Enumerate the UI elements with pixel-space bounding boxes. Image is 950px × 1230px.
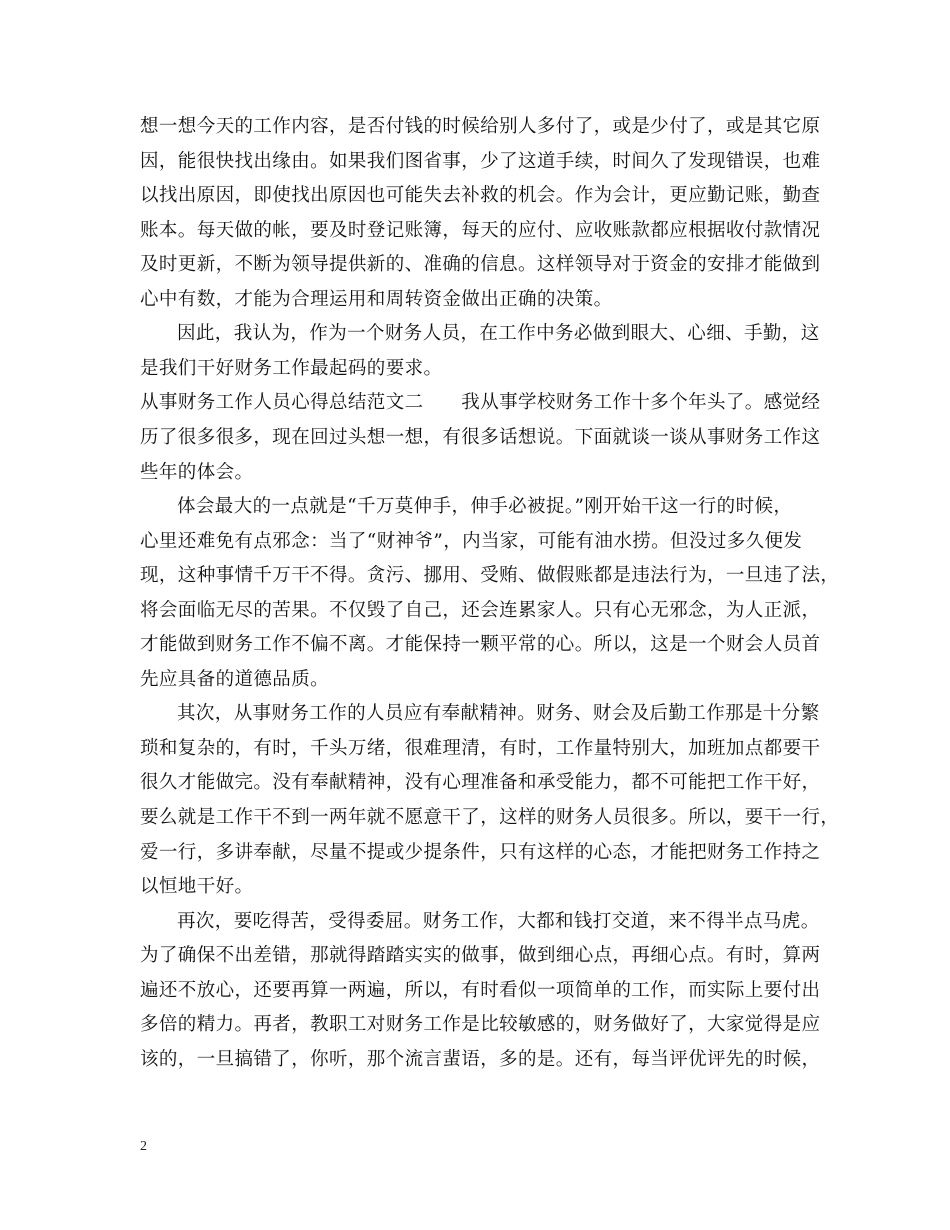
text-line: 心里还难免有点邪念：当了“财神爷”，内当家，可能有油水捞。但没过多久便发 — [140, 530, 803, 552]
text-line: 再次，要吃得苦，受得委屈。财务工作，大都和钱打交道，来不得半点马虎。 — [177, 910, 820, 932]
text-line: 历了很多很多，现在回过头想一想，有很多话想说。下面就谈一谈从事财务工作这 — [140, 426, 821, 448]
text-line: 爱一行，多讲奉献，尽量不提或少提条件，只有这样的心态，才能把财务工作持之 — [140, 841, 821, 863]
text-line: 及时更新，不断为领导提供新的、准确的信息。这样领导对于资金的安排才能做到 — [140, 254, 821, 276]
text-line: 以恒地干好。 — [140, 876, 254, 898]
text-line: 因此，我认为，作为一个财务人员，在工作中务必做到眼大、心细、手勤，这 — [177, 323, 820, 345]
text-line: 很久才能做完。没有奉献精神，没有心理准备和承受能力，都不可能把工作干好， — [140, 772, 821, 794]
text-line: 账本。每天做的帐，要及时登记账簿，每天的应付、应收账款都应根据收付款情况 — [140, 219, 821, 241]
text-line: 其次，从事财务工作的人员应有奉献精神。财务、财会及后勤工作那是十分繁 — [177, 703, 820, 725]
text-line: 琐和复杂的，有时，千头万绪，很难理清，有时，工作量特别大，加班加点都要干 — [140, 737, 821, 759]
text-line: 多倍的精力。再者，教职工对财务工作是比较敏感的，财务做好了，大家觉得是应 — [140, 1014, 821, 1036]
text-line: 将会面临无尽的苦果。不仅毁了自己，还会连累家人。只有心无邪念，为人正派， — [140, 599, 821, 621]
text-line: 以找出原因，即使找出原因也可能失去补救的机会。作为会计，更应勤记账，勤查 — [140, 185, 821, 207]
text-line: 从事财务工作人员心得总结范文二 我从事学校财务工作十多个年头了。感觉经 — [140, 392, 821, 414]
text-line: 该的，一旦搞错了，你听，那个流言蜚语，多的是。还有，每当评优评先的时候， — [140, 1048, 821, 1070]
text-line: 体会最大的一点就是“千万莫伸手，伸手必被捉。”刚开始干这一行的时候， — [177, 496, 793, 518]
text-line: 要么就是工作干不到一两年就不愿意干了，这样的财务人员很多。所以，要干一行， — [140, 807, 840, 828]
text-line: 想一想今天的工作内容，是否付钱的时候给别人多付了，或是少付了，或是其它原 — [140, 116, 821, 137]
text-line: 遍还不放心，还要再算一两遍，所以，有时看似一项简单的工作，而实际上要付出 — [140, 979, 821, 1001]
text-line: 才能做到财务工作不偏不离。才能保持一颗平常的心。所以，这是一个财会人员首 — [140, 634, 821, 656]
text-line: 为了确保不出差错，那就得踏踏实实的做事，做到细心点，再细心点。有时，算两 — [140, 945, 821, 967]
text-line: 心中有数，才能为合理运用和周转资金做出正确的决策。 — [140, 288, 613, 310]
text-line: 些年的体会。 — [140, 461, 254, 483]
page-number: 2 — [140, 1139, 147, 1154]
text-line: 是我们干好财务工作最起码的要求。 — [140, 357, 443, 379]
text-line: 因，能很快找出缘由。如果我们图省事，少了这道手续，时间久了发现错误，也难 — [140, 150, 821, 172]
text-line: 现，这种事情千万干不得。贪污、挪用、受贿、做假账都是违法行为，一旦违了法， — [140, 565, 840, 587]
text-line: 先应具备的道德品质。 — [140, 668, 330, 690]
